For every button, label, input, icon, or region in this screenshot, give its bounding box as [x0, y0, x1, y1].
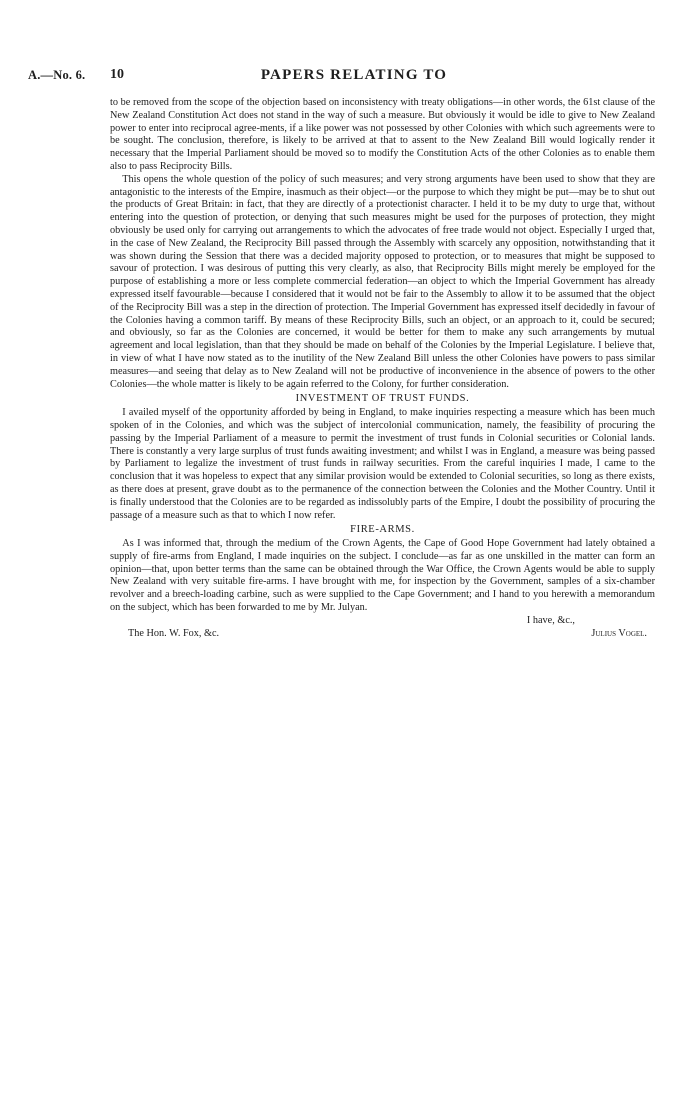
paragraph-reciprocity-conclusion: to be removed from the scope of the objection based on inconsistency with treaty obligations—in other words, the 61st clause of the New Zealand Constitution Act does not stand in the way of such a measure. But obviously it would be idle to give to New Zealand power to enter into reciprocal agree-ments, if a like power was not possessed by other Colonies with which such agreements were to be sought. The conclusion, therefore, is likely to be arrived at that to assent to the New Zealand Bill would logically render it necessary that the Imperial Parliament should be moved so to modify the Constitution Acts of the other Colonies as to enable them also to pass Reciprocity Bills.	[110, 97, 655, 172]
paragraph-fire-arms: As I was informed that, through the medium of the Crown Agents, the Cape of Good Hope Government had lately obtained a supply of fire-arms from England, I made inquiries on the subject. I conclude—as far as one unskilled in the matter can form an opinion—that, upon better terms than the same can be obtained through the War Office, the Crown Agents would be able to supply New Zealand with very suitable fire-arms. I have brought with me, for inspection by the Government, samples of a six-chamber revolver and a breech-loading carbine, such as were supplied to the Cape Government; and I hand to you herewith a memorandum on the subject, which has been forwarded to me by Mr. Julyan.	[110, 538, 655, 614]
document-body	[110, 97, 655, 641]
letter-closing	[110, 615, 655, 641]
addressee: The Hon. W. Fox, &c.	[128, 627, 220, 639]
page-number: 10	[110, 67, 124, 82]
section-heading-fire-arms: FIRE-ARMS.	[350, 524, 415, 536]
paragraph-reciprocity-policy: This opens the whole question of the policy of such measures; and very strong arguments have been used to show that they are antagonistic to the interests of the Empire, inasmuch as their object—or the purpose to which they might be put—may be to shut out the products of Great Britain: in fact, that they are directly of a protectionist character. I held it to be my duty to urge that, without entering into the question of protection, or denying that such measures might be used for the purposes of protection, they might obviously be used only for carrying out arrangements to which the advocates of free trade would not object. Especially I urged that, in the case of New Zealand, the Reciprocity Bill passed through the Assembly with scarcely any opposition, notwithstanding that it was shown during the Session that there was a decided majority opposed to protection, or to measures that might be supposed to savour of protection. I was desirous of putting this very clearly, as also, that Reciprocity Bills might merely be employed for the purpose of establishing a more or less complete commercial federation—an object to which the Imperial Government has already expressed itself favourable—because I considered that it would not be fair to the Assembly to allow it to be assumed that the object of the Reciprocity Bill was a step in the direction of protection. The Imperial Government has expressed itself decidedly in favour of the Colonies having a common tariff. By means of these Reciprocity Bills, such an object, or an approach to it, could be secured; and obviously, so far as the Colonies are concerned, it would be better for them to make any such arrangements by mutual agreement and local legislation, than that they should be made on behalf of the Colonies by the Imperial Legislature. I believe that, in view of what I have now stated as to the inutility of the New Zealand Bill unless the other Colonies have powers to pass similar measures—and seeing that delay as to New Zealand will not be productive of inconvenience in the absence of powers to the other Colonies—the whole matter is likely to be again referred to the Colony, for further consideration.	[110, 173, 655, 390]
salutation: I have, &c.,	[526, 614, 575, 626]
paragraph-trust-funds: I availed myself of the opportunity afforded by being in England, to make inquiries respecting a measure which has been much spoken of in the Colonies, and which was the subject of intercolonial communication, namely, the feasibility of procuring the passing by the Imperial Parliament of a measure to permit the investment of trust funds in Colonial securities or Colonial lands. There is constantly a very large surplus of trust funds awaiting investment; and whilst I was in England, a measure was being passed by Parliament to legalize the investment of trust funds in railway securities. From the careful inquiries I made, I came to the conclusion that it was hopeless to expect that any similar provision would be extended to Colonial securities, so long as there exists, as there does at present, grave doubt as to the permanence of the connection between the Colonies and the Mother Country. Until it is finally understood that the Colonies are to be regarded as indissolubly parts of the Empire, I doubt the possibility of procuring the passage of a measure such as that to which I now refer.	[110, 407, 655, 521]
section-heading-trust-funds: INVESTMENT OF TRUST FUNDS.	[295, 393, 470, 405]
page-header	[28, 68, 680, 86]
running-title: PAPERS RELATING TO	[260, 67, 448, 83]
signature: Julius Vogel.	[591, 627, 647, 639]
document-reference: A.—No. 6.	[28, 68, 86, 82]
